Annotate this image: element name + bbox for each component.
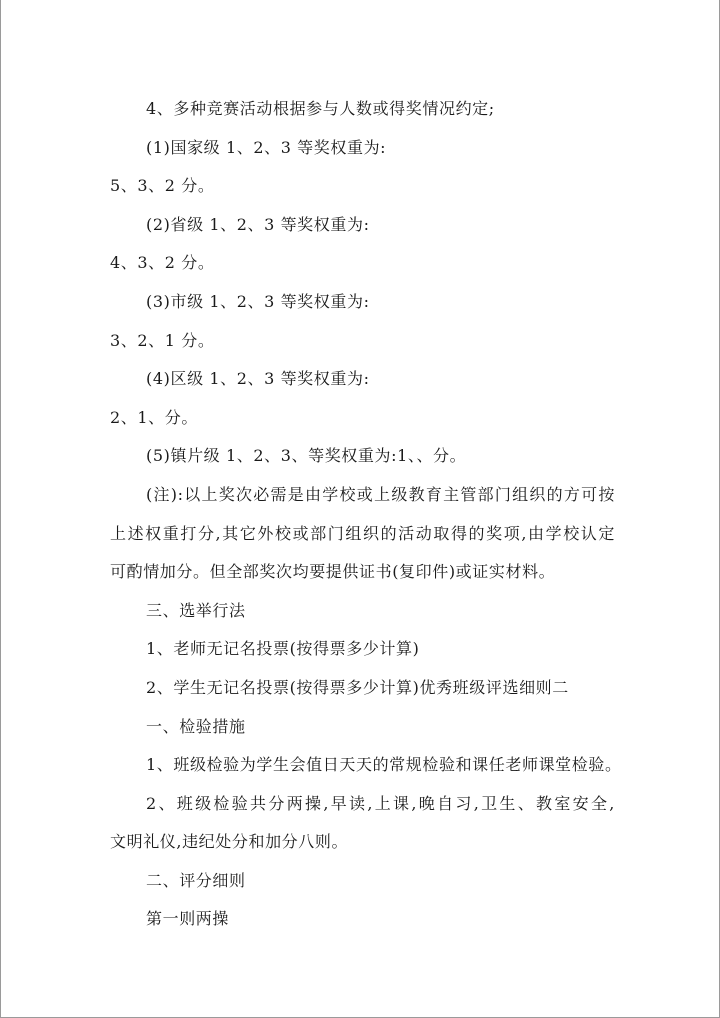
- document-body: [110, 90, 622, 939]
- section-heading: 一、检验措施: [146, 716, 246, 736]
- text-line: 可酌情加分。但全部奖次均要提供证书(复印件)或证实材料。: [110, 562, 556, 582]
- text-line: 文明礼仪,违纪处分和加分八则。: [110, 832, 349, 852]
- text-line: 5、3、2 分。: [110, 176, 215, 196]
- text-line: (注):以上奖次必需是由学校或上级教育主管部门组织的方可按: [146, 484, 615, 504]
- text-line: (2)省级 1、2、3 等奖权重为:: [146, 214, 370, 234]
- text-line: 4、3、2 分。: [110, 253, 215, 273]
- text-line: 3、2、1 分。: [110, 330, 215, 350]
- section-heading: 第一则两操: [146, 909, 230, 929]
- text-line: (3)市级 1、2、3 等奖权重为:: [146, 291, 370, 311]
- text-line: 上述权重打分,其它外校或部门组织的活动取得的奖项,由学校认定: [110, 523, 615, 543]
- text-line: 2、1、分。: [110, 407, 198, 427]
- text-line: (1)国家级 1、2、3 等奖权重为:: [146, 137, 387, 157]
- section-heading: 二、评分细则: [146, 870, 246, 890]
- text-line: 4、多种竞赛活动根据参与人数或得奖情况约定;: [146, 99, 495, 118]
- text-line: 1、班级检验为学生会值日天天的常规检验和课任老师课堂检验。: [146, 755, 622, 775]
- text-line: (4)区级 1、2、3 等奖权重为:: [146, 369, 370, 389]
- section-heading: 三、选举行法: [146, 600, 246, 620]
- text-line: 2、班级检验共分两操,早读,上课,晚自习,卫生、教室安全,: [146, 793, 615, 813]
- text-line: 1、老师无记名投票(按得票多少计算): [146, 639, 420, 659]
- text-line: 2、学生无记名投票(按得票多少计算)优秀班级评选细则二: [146, 677, 569, 697]
- text-line: (5)镇片级 1、2、3、等奖权重为:1、、分。: [146, 446, 467, 466]
